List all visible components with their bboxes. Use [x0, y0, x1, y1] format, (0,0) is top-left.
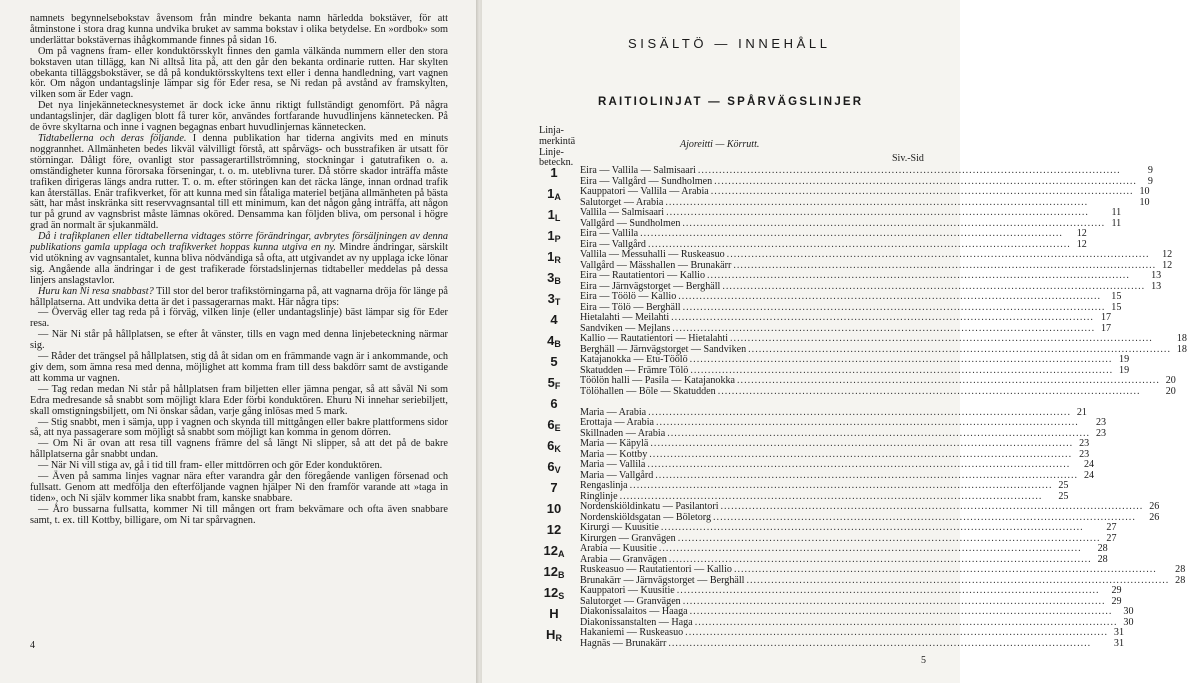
route-list [580, 376, 1176, 397]
route-text: Maria — Käpylä [580, 438, 649, 449]
toc-group [528, 627, 1124, 649]
dot-leader [677, 586, 1106, 597]
route-list [580, 586, 1122, 607]
tip-item: — Råder det trängsel på hållplatsen, stig då åt sidan om en främmande vagn är i ankommande, och giv dem, som ämna resa med denna, möjlighet att komma fram till dess bakdörr samt de avstigande att komma ur vagnen. [30, 351, 448, 384]
route-row [580, 481, 1068, 492]
dot-leader [711, 187, 1134, 198]
dot-leader [668, 639, 1108, 650]
route-text: Kirurgi — Kuusitie [580, 522, 659, 533]
toc-group [528, 543, 1108, 565]
page-number: 4 [30, 640, 35, 651]
route-page-number: 19 [1119, 354, 1130, 365]
paragraph: Om på vagnens fram- eller konduktörsskylt finnes den gamla välkända nummern eller den stora bokstaven utan tillägg, kan Ni alltså lita på, att den går den bekanta ordinarie rutten. Har skylten obekanta tilläggsbokstäver, se då på konduktörsskyltens text eller i denna handledning, vart vagnen kör. Om någon undantagslinje lämpar sig för Eder resa, se Ni redan på avstånd av framskylten, vilken som är Eder vagn. [30, 45, 448, 101]
dot-leader [730, 334, 1171, 345]
route-text: Diakonissanstalten — Haga [580, 616, 693, 628]
paragraph-text: Mindre ändringar, särskilt vid utökning av vagnsantalet, kunna bliva nödvändiga så ofta, att utgivandet av ny upplaga icke lönar sig. Angående alla ändringar i de gest trafikerade förstadslinjernas tidtabeller meddelas på dessa linjers anslagstavlor. [30, 242, 448, 286]
route-row [580, 355, 1129, 366]
line-code-number: 4 [547, 333, 555, 348]
line-code [528, 292, 580, 313]
route-page-number: 11 [1111, 217, 1122, 229]
route-text: Eira — Vallila [580, 228, 639, 239]
route-page-number: 21 [1076, 406, 1087, 418]
line-code-number: 1 [547, 207, 555, 222]
line-code-number: 6 [547, 459, 555, 474]
route-text: Arabia — Kuusitie [580, 543, 657, 554]
route-page-number: 13 [1151, 280, 1162, 292]
paragraph-lead: Då i trafikplanen eller tidtabellerna vidtages större förändringar, avbrytes försäljningen av denna publikations gamla upplaga och trafikverket hoppas kunna utgiva en ny. [30, 231, 448, 254]
route-text: Eira — Vallgård [580, 238, 646, 250]
route-page-number: 12 [1162, 249, 1173, 260]
route-row [580, 565, 1185, 576]
route-text: Vallila — Messuhalli — Ruskeasuo [580, 249, 725, 260]
toc-table [528, 165, 1187, 649]
route-list [580, 292, 1121, 313]
dot-leader [650, 439, 1073, 450]
route-page-number: 27 [1106, 522, 1117, 533]
line-code [528, 376, 580, 397]
route-page-number: 10 [1139, 186, 1150, 197]
line-code-number: 5 [550, 354, 558, 369]
paragraph [30, 287, 448, 309]
line-code [528, 502, 580, 523]
column-header-line-code [539, 126, 575, 169]
tip-item: — Åro bussarna fullsatta, kommer Ni till mången ort fram bekvämare och ofta även snabbare samt, t. ex. till Kottby, billigare, om Ni tar spårvagnen. [30, 503, 448, 526]
toc-group [528, 249, 1173, 271]
tip-item: — Överväg eller tag reda på i förväg, vilken linje (eller undantagslinje) bäst lämpar sig för Eder resa. [30, 307, 448, 330]
dot-leader [737, 376, 1160, 387]
toc-group [528, 585, 1122, 607]
dot-leader [707, 271, 1145, 282]
route-list [580, 502, 1159, 523]
toc-group [528, 522, 1117, 544]
line-code-number: 1 [550, 165, 558, 180]
line-code-number: H [549, 606, 559, 621]
column-header-route: Ajoreitti — Körrutt. [680, 139, 760, 150]
toc-group [528, 165, 1153, 187]
toc-group [528, 417, 1107, 439]
line-code-number: 6 [547, 417, 555, 432]
dot-leader [721, 502, 1144, 513]
route-text: Maria — Vallgård [580, 469, 654, 481]
line-code-suffix: A [554, 192, 561, 202]
line-code-number: H [546, 627, 556, 642]
line-code [528, 166, 580, 187]
toc-group [528, 501, 1160, 523]
route-page-number: 30 [1123, 616, 1134, 628]
route-row [580, 334, 1187, 345]
route-list [580, 313, 1111, 334]
route-page-number: 26 [1149, 501, 1160, 512]
route-text: Eira — Vallila — Salmisaari [580, 165, 696, 176]
dot-leader [640, 229, 1071, 240]
route-row [580, 439, 1089, 450]
line-code-number: 3 [547, 270, 555, 285]
paragraph: Det nya linjekännetecknesystemet är dock icke ännu riktigt fullständigt genomfört. På några undantagslinjer, där dagligen blott få turer kör, användes fortfarande huvudlinjens kännetecken. På de övre skyltarna och inne i vagnen begagnas enbart huvudlinjernas kännetecken. [30, 100, 448, 134]
route-row [580, 387, 1176, 398]
route-page-number: 28 [1175, 574, 1186, 586]
tip-item: — När Ni står på hållplatsen, se efter åt vänster, tills en vagn med denna linjebeteckning närmar sig. [30, 329, 448, 352]
route-list [580, 523, 1117, 544]
paragraph [30, 134, 448, 232]
route-row [580, 229, 1087, 240]
route-list [580, 166, 1153, 187]
route-text: Vallgård — Sundholmen [580, 217, 681, 229]
route-row [580, 313, 1111, 324]
route-row [580, 544, 1108, 555]
line-code [528, 355, 580, 376]
line-code [528, 460, 580, 481]
route-text: Kauppatori — Vallila — Arabia [580, 186, 709, 197]
tip-item: — När Ni vill stiga av, gå i tid till fram- eller mittdörren och gör Eder konduktören. [38, 460, 383, 472]
toc-group [528, 459, 1095, 481]
route-text: Eira — Tölö — Berghäll [580, 301, 681, 313]
dot-leader [678, 292, 1105, 303]
route-text: Nordenskiöldsgatan — Böletorg [580, 511, 712, 523]
line-code-number: 1 [547, 186, 555, 201]
line-code [528, 397, 580, 418]
route-text: Skillnaden — Arabia [580, 427, 666, 439]
dot-leader [727, 250, 1157, 261]
line-code-number: 4 [550, 312, 558, 327]
route-row [580, 397, 1087, 408]
line-code-number: 6 [547, 438, 555, 453]
route-page-number: 19 [1119, 364, 1130, 376]
route-text: Nordenskiöldinkatu — Pasilantori [580, 501, 719, 512]
tip-item: — Stig snabbt, men i sämja, upp i vagnen och skynda till mittgången eller bakre plattformens sidor så, att nya passagerare som möjligt så snabbt som möjligt kan komma in genom dörren. [30, 416, 448, 439]
route-text: Rengaslinja [580, 480, 628, 491]
route-text: Kauppatori — Kuusitie [580, 585, 675, 596]
route-page-number: 29 [1111, 595, 1122, 607]
route-page-number: 25 [1058, 490, 1069, 502]
tip-item: — Även på samma linjes vagnar nära efter varandra går den föregående vanligen försenad och fullsatt. Genom att medfölja den efterföljande vagnen hjälper Ni den framför varande att »taga in tiden», och Ni själv kommer lika snabbt fram, kanske snabbare. [30, 471, 448, 504]
dot-leader [647, 460, 1078, 471]
route-list [580, 208, 1121, 229]
route-list [580, 397, 1087, 418]
route-text: Maria — Kottby [580, 448, 648, 460]
route-page-number: 9 [1147, 165, 1153, 176]
tip-item: — Tag redan medan Ni står på hållplatsen fram biljetten eller jämna pengar, så att såväl Ni som Edra medresande så snabbt som möjligt klara Eder förbi konduktören. Ehuru Ni innehar seriebiljett, skall omstigningsbiljett, om Ni önskar sådan, varje gång inlösas med 5 mark. [30, 383, 448, 417]
route-page-number: 23 [1095, 417, 1107, 428]
route-row [580, 418, 1106, 429]
route-row [580, 607, 1134, 618]
line-code-suffix: B [554, 339, 561, 349]
route-text: Hagnäs — Brunakärr [580, 637, 667, 649]
route-list [580, 460, 1094, 481]
route-page-number: 20 [1165, 375, 1176, 386]
route-text: Vallgård — Mässhallen — Brunakärr [580, 259, 732, 271]
route-page-number: 24 [1083, 469, 1095, 481]
line-code-suffix: P [554, 234, 561, 244]
toc-group [528, 438, 1090, 460]
route-text: Katajanokka — Etu-Töölö [580, 354, 688, 365]
route-text: Salutorget — Granvägen [580, 595, 681, 607]
route-page-number: 18 [1176, 333, 1187, 344]
line-code-number: 12 [546, 522, 562, 537]
paragraph-text: Till stor del beror trafikstörningarna på, att vagnarna dröja för länge på hållplatserna. Att undvika detta är det i passagerarnas makt. Här några tips: [30, 285, 449, 308]
route-row [580, 502, 1159, 513]
line-code [528, 187, 580, 208]
route-list [580, 628, 1124, 649]
column-header-line: beteckn. [539, 157, 574, 169]
line-code-number: 5 [547, 375, 555, 390]
paragraph-text: I denna publikation har tiderna angivits med en minuts noggrannhet. Allmänheten bedes likväl välvilligt förstå, att spårvägs- och busstrafiken är utsatt för störningar. Dåligt före, ovanligt stor passagerartillströmning, stockningar i gatutrafiken o. a. omständigheter kunna förorsaka förseningar, t. o. m. uteblivna turer. Då större skador inträffa måste trafiken dirigeras längs andra rutter. T. o. m. efter störingen kan det räcka länge, innan ordnad trafik kan återställas. Enär trafikverket, för att kunna med sin fåtaliga materiel betjäna allmänheten på bästa sätt, har måst inskränka sitt reservvagnsantal till ett minimum, kan det någon gång inträffa, att någon tur på grund av vagnsbrist måste lämnas oköred. Densamma kan följden bliva, om personal i högre grad än normalt är sjukanmäld. [30, 132, 448, 232]
toc-group [528, 228, 1087, 250]
route-page-number: 17 [1101, 322, 1112, 334]
route-text: Vallila — Salmisaari [580, 207, 665, 218]
route-page-number: 28 [1097, 553, 1108, 565]
route-list [580, 229, 1087, 250]
paragraph [30, 232, 448, 287]
route-row [580, 250, 1172, 261]
line-code-number: 12 [543, 543, 558, 558]
route-text: Hakaniemi — Ruskeasuo [580, 627, 684, 638]
line-code-suffix: A [557, 549, 565, 559]
route-page-number: 31 [1113, 627, 1124, 638]
route-list [580, 418, 1106, 439]
route-row [580, 639, 1124, 650]
route-text: Eira — Vallgård — Sundholmen [580, 175, 713, 187]
route-row [580, 628, 1124, 639]
route-text: Kirurgen — Granvägen [580, 532, 676, 544]
toc-group [528, 606, 1134, 628]
column-header-line: merkintä [539, 135, 576, 147]
toc-group [528, 564, 1186, 586]
dot-leader [661, 523, 1101, 534]
line-code-number: 6 [550, 396, 558, 411]
route-text: Hietalahti — Meilahti [580, 312, 670, 323]
route-row [580, 460, 1094, 471]
route-text: Töölön halli — Pasila — Katajanokka [580, 375, 736, 386]
line-code-suffix: K [554, 444, 561, 454]
route-list [580, 250, 1172, 271]
route-text: Arabia — Granvägen [580, 553, 667, 565]
line-code [528, 481, 580, 502]
route-list [580, 439, 1089, 460]
toc-group [528, 480, 1069, 502]
route-page-number: 30 [1123, 606, 1134, 617]
line-code [528, 607, 580, 628]
route-list [580, 334, 1187, 355]
route-page-number: 20 [1165, 385, 1176, 397]
line-code-suffix: B [557, 570, 565, 580]
line-code [528, 544, 580, 565]
line-code-number: 12 [543, 585, 559, 600]
route-text: Eira — Rautatientori — Kallio [580, 270, 706, 281]
dot-leader [659, 544, 1092, 555]
route-text: Diakonissalaitos — Haaga [580, 606, 688, 617]
route-text: Brunakärr — Järnvägstorget — Berghäll [580, 574, 745, 586]
toc-group [528, 186, 1150, 208]
route-page-number: 29 [1111, 585, 1122, 596]
route-list [580, 481, 1068, 502]
line-code [528, 586, 580, 607]
line-code-number: 7 [550, 480, 558, 495]
toc-subtitle: RAITIOLINJAT — SPÅRVÄGSLINJER [598, 96, 864, 108]
route-text: Ringlinje [580, 490, 618, 502]
toc-group [528, 333, 1187, 355]
page-number: 5 [921, 655, 926, 666]
paragraph-lead: Huru kan Ni resa snabbast? [38, 285, 154, 297]
line-code-suffix: F [554, 381, 561, 391]
route-page-number: 25 [1058, 480, 1069, 491]
line-code-number: 1 [547, 249, 555, 264]
route-page-number: 23 [1079, 448, 1090, 460]
route-row [580, 187, 1150, 198]
route-list [580, 355, 1129, 376]
dot-leader [666, 208, 1105, 219]
left-page-body [30, 14, 448, 527]
line-code [528, 271, 580, 292]
tip-item: — Om Ni är ovan att resa till vagnens främre del så längt Ni slipper, så att det på de bakre hållplatserna går snabbt undan. [30, 438, 448, 461]
line-code-number: 1 [547, 228, 555, 243]
line-code [528, 418, 580, 439]
line-code [528, 565, 580, 586]
route-row [580, 166, 1153, 177]
toc-group [528, 375, 1176, 397]
route-page-number: 12 [1162, 259, 1173, 271]
line-code-number: 10 [546, 501, 562, 516]
route-page-number: 11 [1111, 207, 1122, 218]
left-page [0, 0, 478, 683]
route-page-number: 27 [1106, 532, 1117, 544]
line-code-suffix: L [554, 213, 561, 223]
line-code [528, 523, 580, 544]
line-code [528, 439, 580, 460]
line-code [528, 628, 580, 649]
dot-leader [690, 355, 1113, 366]
line-code [528, 250, 580, 271]
route-page-number: 12 [1076, 228, 1087, 239]
paragraph-lead: Tidtabellerna och deras följande. [38, 132, 187, 144]
route-page-number: 15 [1111, 291, 1122, 302]
route-page-number: 24 [1083, 459, 1095, 470]
route-list [580, 187, 1150, 208]
dot-leader [734, 565, 1169, 576]
route-list [580, 565, 1185, 586]
route-list [580, 607, 1134, 628]
route-text: Ruskeasuo — Rautatientori — Kallio [580, 564, 732, 575]
line-code-suffix: E [554, 423, 561, 433]
toc-title: SISÄLTÖ — INNEHÅLL [628, 36, 831, 51]
toc-group [528, 270, 1162, 292]
dot-leader [718, 387, 1160, 398]
route-text: Tölöhallen — Böle — Skatudden [580, 385, 716, 397]
route-text: Salutorget — Arabia [580, 196, 664, 208]
dot-leader [671, 313, 1095, 324]
route-page-number: 9 [1147, 175, 1153, 187]
route-page-number: 10 [1139, 196, 1150, 208]
dot-leader [690, 607, 1118, 618]
dot-leader [685, 628, 1108, 639]
route-page-number: 17 [1101, 312, 1112, 323]
route-row [580, 586, 1122, 597]
line-code [528, 334, 580, 355]
route-text: Berghäll — Järnvägstorget — Sandviken [580, 343, 747, 355]
route-list [580, 544, 1108, 565]
line-code [528, 229, 580, 250]
route-row [580, 376, 1176, 387]
column-header-line: Linje- [539, 146, 564, 158]
route-text: Erottaja — Arabia [580, 417, 654, 428]
route-page-number: 12 [1076, 238, 1087, 250]
line-code-number: 3 [547, 291, 555, 306]
route-text: Skatudden — Främre Tölö [580, 364, 689, 376]
route-page-number: 15 [1111, 301, 1122, 313]
line-code-suffix: R [555, 633, 562, 643]
route-page-number: 23 [1095, 427, 1107, 439]
line-code [528, 313, 580, 334]
route-text: Kallio — Rautatientori — Hietalahti [580, 333, 729, 344]
paragraph: namnets begynnelsebokstav åvensom från mindre bekanta namn härledda bokstäver, för att åtminstone i stora drag kunna undvika bruket av samma bokstav i olika betydelse. En »ordbok» som underlättar bokstävernas ihågkommande finnes på sidan 16. [30, 13, 448, 46]
route-row [580, 292, 1121, 303]
line-code-suffix: R [554, 255, 561, 265]
dot-leader [630, 481, 1053, 492]
line-code-number: 12 [543, 564, 558, 579]
route-text: Eira — Töölö — Kallio [580, 291, 677, 302]
line-code [528, 208, 580, 229]
route-row [580, 271, 1161, 282]
column-header-page: Siv.-Sid [892, 153, 924, 164]
line-code-suffix: S [558, 591, 565, 601]
route-text: Maria — Arabia [580, 406, 647, 418]
route-page-number: 26 [1149, 511, 1160, 523]
toc-group [528, 396, 1087, 418]
dot-leader [698, 166, 1137, 177]
route-row [580, 208, 1121, 219]
route-page-number: 28 [1097, 543, 1108, 554]
route-text: Maria — Vallila [580, 459, 646, 470]
dot-leader [656, 418, 1090, 429]
route-list [580, 271, 1161, 292]
route-page-number: 23 [1079, 438, 1090, 449]
toc-group [528, 207, 1122, 229]
toc-group [528, 312, 1112, 334]
route-page-number: 28 [1175, 564, 1186, 575]
route-page-number: 13 [1151, 270, 1162, 281]
line-code-suffix: V [554, 465, 561, 475]
route-page-number: 18 [1176, 343, 1187, 355]
line-code-suffix: T [554, 297, 561, 307]
column-header-line: Linja- [539, 125, 564, 136]
route-text: Sandviken — Mejlans [580, 322, 671, 334]
route-row [580, 523, 1117, 534]
route-text: Eira — Järnvägstorget — Berghäll [580, 280, 721, 292]
toc-group [528, 291, 1122, 313]
line-code-suffix: B [554, 276, 561, 286]
route-page-number: 31 [1113, 637, 1124, 649]
toc-group [528, 354, 1130, 376]
